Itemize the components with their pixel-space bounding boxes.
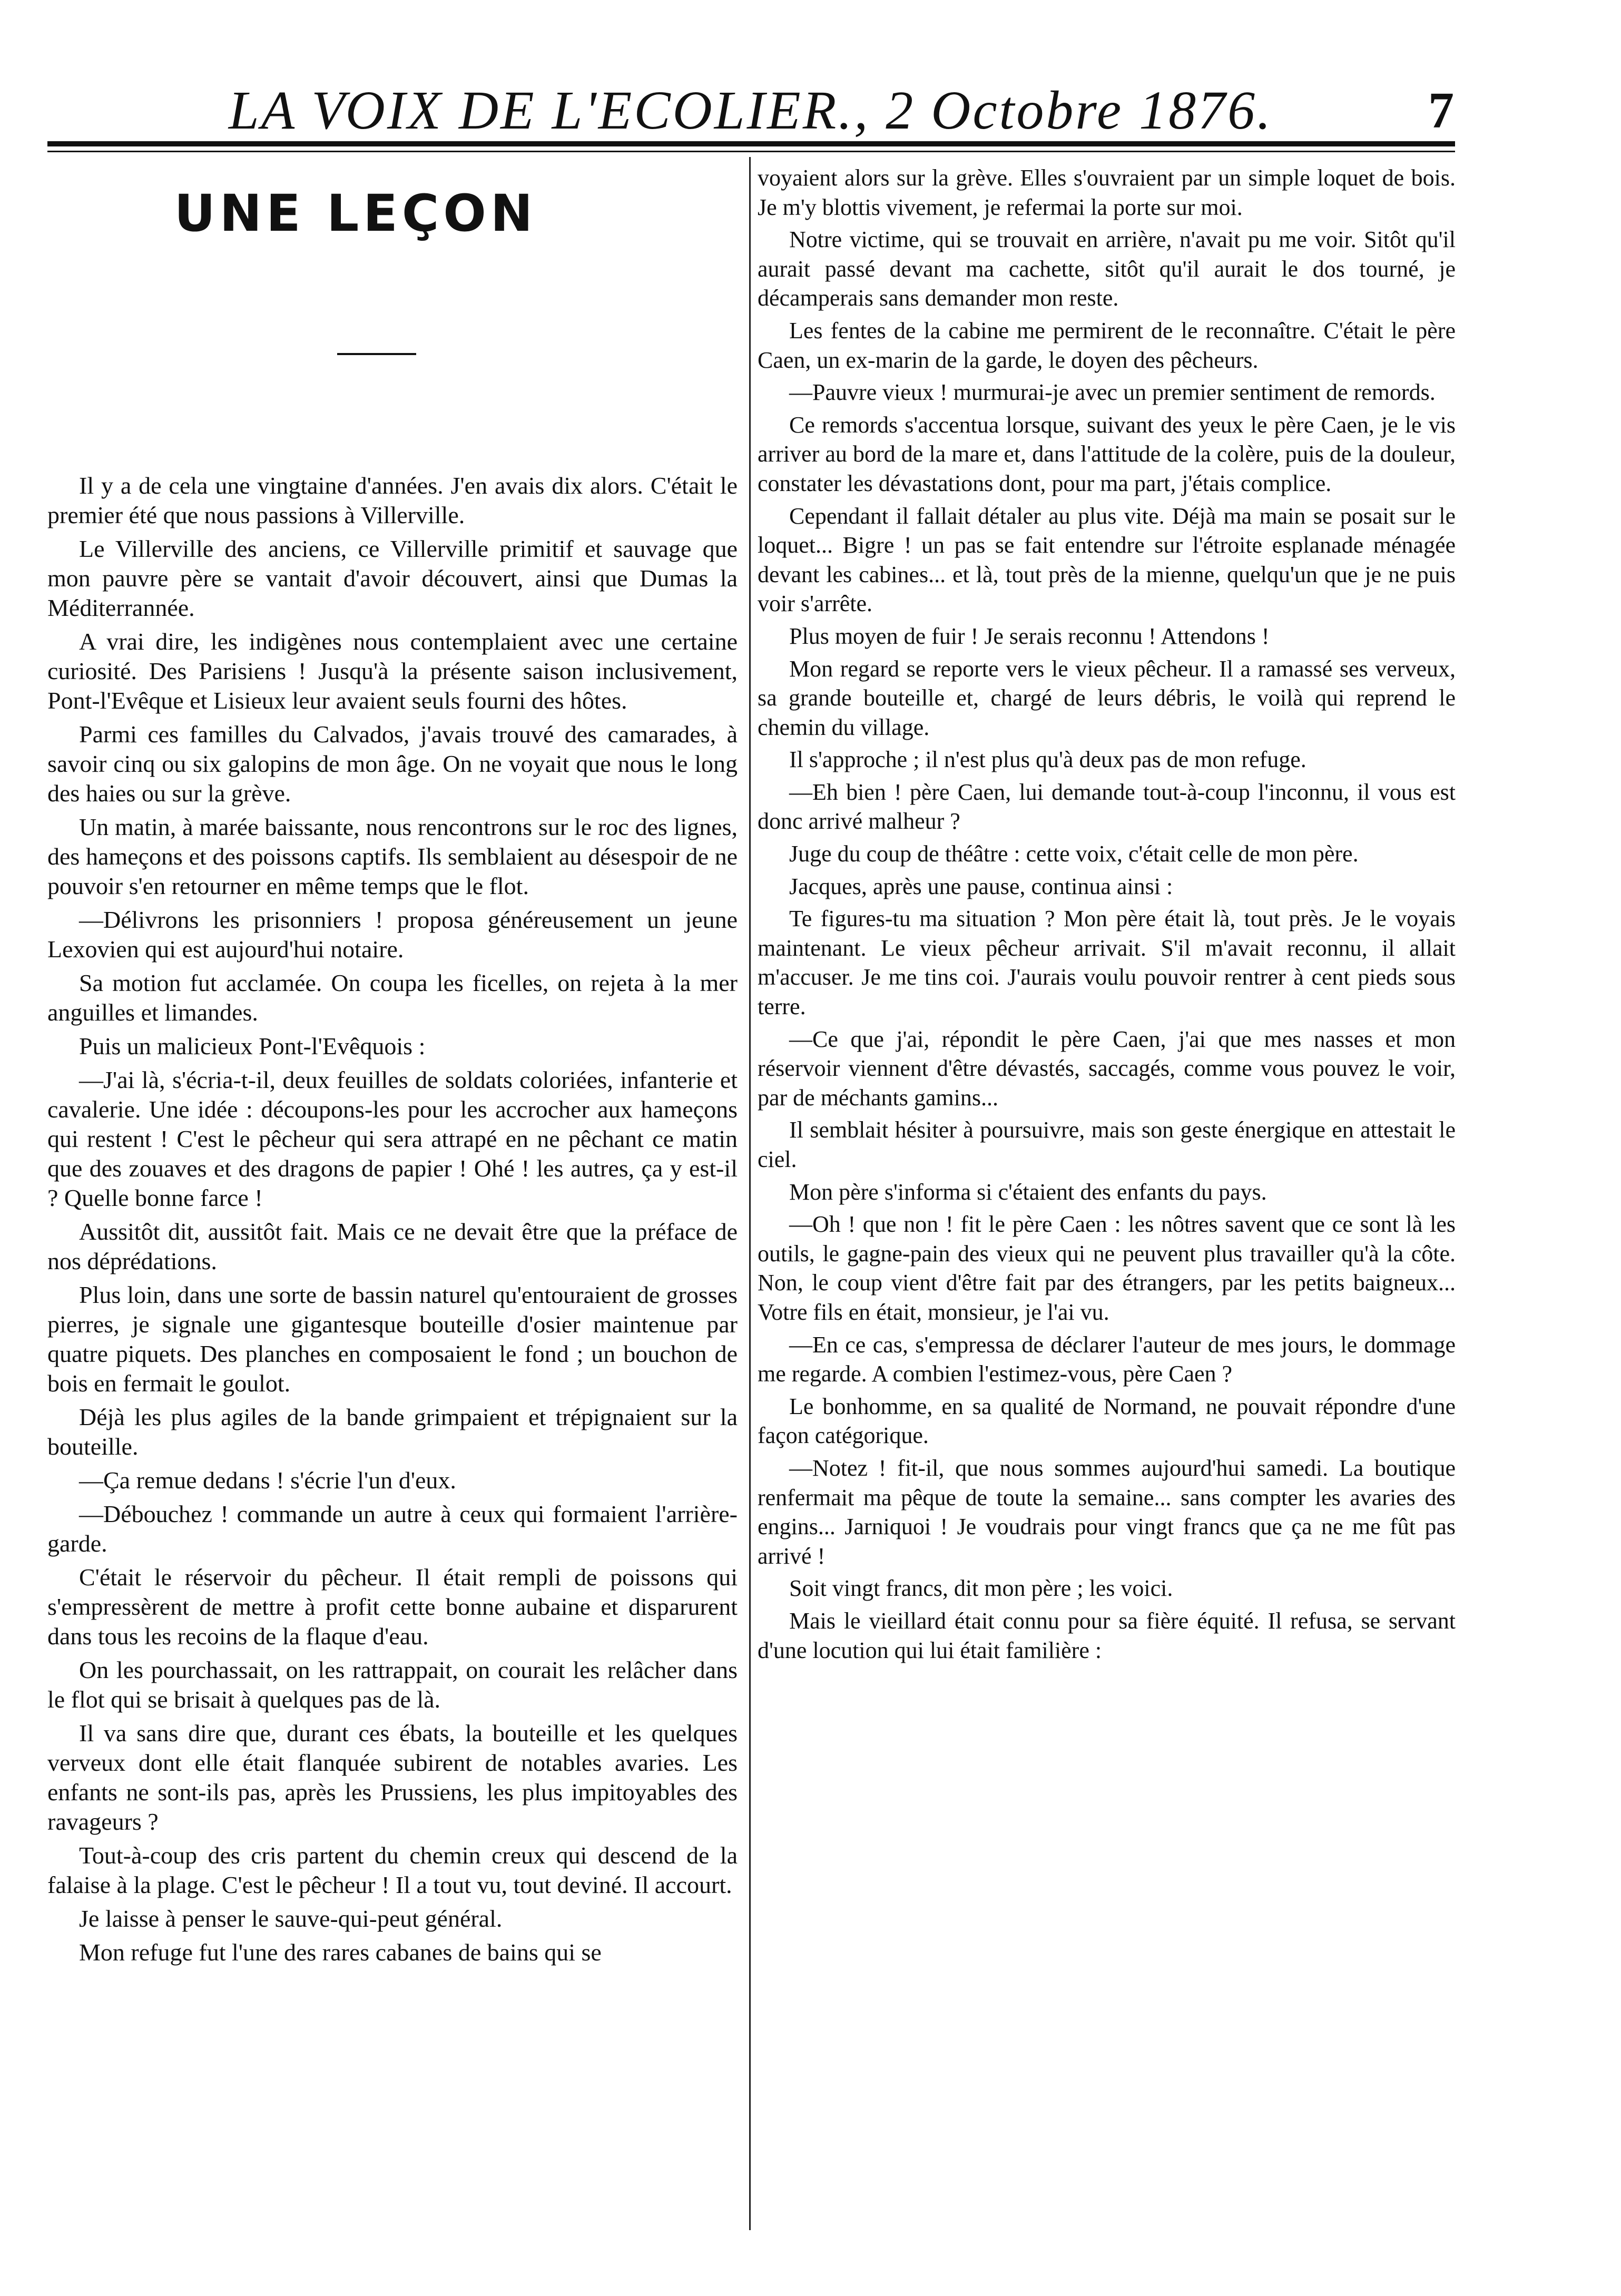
paragraph: —J'ai là, s'écria-t-il, deux feuilles de soldats coloriées, infanterie et cavalerie. Une idée : découpons-les pour les accrocher aux hameçons qui restent ! C'est le pêcheur qui sera attrapé en ne pêchant ce matin que des zouaves et des dragons de papier ! Ohé ! les autres, ça y est-il ? Quelle bonne farce !	[47, 1066, 738, 1211]
paragraph: —Ce que j'ai, répondit le père Caen, j'ai que mes nasses et mon réservoir viennent d'être dévastés, saccagés, comme vous pouvez le voir, par de méchants gamins...	[758, 1026, 1456, 1111]
paragraph: —Ça remue dedans ! s'écrie l'un d'eux.	[79, 1467, 456, 1494]
paragraph: Il s'approche ; il n'est plus qu'à deux pas de mon refuge.	[789, 747, 1306, 773]
paragraph: Notre victime, qui se trouvait en arrière, n'avait pu me voir. Sitôt qu'il aurait passé devant ma cachette, sitôt qu'il aurait le dos tourné, je décamperais sans demander mon reste.	[758, 227, 1456, 311]
paragraph: Soit vingt francs, dit mon père ; les voici.	[789, 1575, 1173, 1602]
paragraph: Il semblait hésiter à poursuivre, mais son geste énergique en attestait le ciel.	[758, 1117, 1456, 1172]
paragraph: Mon père s'informa si c'étaient des enfants du pays.	[789, 1179, 1267, 1205]
paragraph: Puis un malicieux Pont-l'Evêquois :	[79, 1033, 426, 1059]
paragraph: Plus loin, dans une sorte de bassin naturel qu'entouraient de grosses pierres, je signale une gigantesque bouteille d'osier maintenue par quatre piquets. Des planches en composaient le fond ; un bouchon de bois en fermait le goulot.	[47, 1281, 738, 1397]
right-column	[758, 163, 1456, 1668]
paragraph: —Pauvre vieux ! murmurai-je avec un premier sentiment de remords.	[789, 379, 1436, 406]
paragraph: Jacques, après une pause, continua ainsi :	[789, 873, 1173, 899]
paragraph: Déjà les plus agiles de la bande grimpaient et trépignaient sur la bouteille.	[47, 1404, 738, 1460]
page-number: 7	[1428, 82, 1454, 139]
column-divider	[749, 157, 751, 2230]
masthead: LA VOIX DE L'ECOLIER., 2 Octobre 1876.	[228, 80, 1273, 141]
paragraph: —Eh bien ! père Caen, lui demande tout-à-coup l'inconnu, il vous est donc arrivé malheur ?	[758, 779, 1456, 835]
paragraph: Les fentes de la cabine me permirent de le reconnaître. C'était le père Caen, un ex-marin de la garde, le doyen des pêcheurs.	[758, 317, 1456, 373]
left-column	[47, 163, 738, 1971]
paragraph: Parmi ces familles du Calvados, j'avais trouvé des camarades, à savoir cinq ou six galopins de mon âge. On ne voyait que nous le long des haies ou sur la grève.	[47, 721, 738, 807]
paragraph-continued: voyaient alors sur la grève. Elles s'ouvraient par un simple loquet de bois. Je m'y blottis vivement, je refermai la porte sur moi.	[758, 165, 1456, 220]
paragraph: —Débouchez ! commande un autre à ceux qui formaient l'arrière-garde.	[47, 1500, 738, 1557]
paragraph: Te figures-tu ma situation ? Mon père était là, tout près. Je le voyais maintenant. Le vieux pêcheur arrivait. S'il m'avait reconnu, il allait m'accuser. Je me tins coi. J'aurais voulu pouvoir rentrer à cent pieds sous terre.	[758, 906, 1456, 1020]
paragraph: Aussitôt dit, aussitôt fait. Mais ce ne devait être que la préface de nos déprédations.	[47, 1218, 738, 1274]
paragraph: Mais le vieillard était connu pour sa fière équité. Il refusa, se servant d'une locution qui lui était familière :	[758, 1607, 1456, 1663]
title-rule	[337, 353, 416, 355]
paragraph: Il y a de cela une vingtaine d'années. J'en avais dix alors. C'était le premier été que nous passions à Villerville.	[47, 472, 738, 528]
paragraph: Un matin, à marée baissante, nous rencontrons sur le roc des lignes, des hameçons et des poissons captifs. Ils semblaient au désespoir de ne pouvoir s'en retourner en même temps que le flot.	[47, 813, 738, 899]
paragraph: A vrai dire, les indigènes nous contemplaient avec une certaine curiosité. Des Parisiens ! Jusqu'à la présente saison inclusivement, Pont-l'Evêque et Lisieux leur avaient seuls fourni des hôtes.	[47, 628, 738, 714]
header-rule-thick	[47, 141, 1455, 146]
paragraph: Mon refuge fut l'une des rares cabanes de bains qui se	[79, 1939, 602, 1966]
paragraph: Sa motion fut acclamée. On coupa les ficelles, on rejeta à la mer anguilles et limandes.	[47, 969, 738, 1026]
paragraph: Ce remords s'accentua lorsque, suivant des yeux le père Caen, je le vis arriver au bord de la mare et, dans l'attitude de la colère, puis de la douleur, constater les dévastations dont, pour ma part, j'étais complice.	[758, 411, 1456, 496]
paragraph: —En ce cas, s'empressa de déclarer l'auteur de mes jours, le dommage me regarde. A combien l'estimez-vous, père Caen ?	[758, 1331, 1456, 1387]
header-rule-thin	[47, 151, 1455, 152]
paragraph: C'était le réservoir du pêcheur. Il était rempli de poissons qui s'empressèrent de mettre à profit cette bonne aubaine et disparurent dans tous les recoins de la flaque d'eau.	[47, 1564, 738, 1650]
paragraph: Tout-à-coup des cris partent du chemin creux qui descend de la falaise à la plage. C'est le pêcheur ! Il a tout vu, tout deviné. Il accourt.	[47, 1842, 738, 1898]
paragraph: On les pourchassait, on les rattrappait, on courait les relâcher dans le flot qui se brisait à quelques pas de là.	[47, 1656, 738, 1713]
paragraph: Cependant il fallait détaler au plus vite. Déjà ma main se posait sur le loquet... Bigre ! un pas se fait entendre sur l'étroite esplanade ménagée devant les cabines... et là, tout près de la mienne, quelqu'un que je ne puis voir s'arrête.	[758, 503, 1456, 617]
paragraph: Plus moyen de fuir ! Je serais reconnu ! Attendons !	[789, 623, 1270, 649]
paragraph: Mon regard se reporte vers le vieux pêcheur. Il a ramassé ses verveux, sa grande bouteille et, chargé de leurs débris, le voilà qui reprend le chemin du village.	[758, 655, 1456, 740]
paragraph: Juge du coup de théâtre : cette voix, c'était celle de mon père.	[789, 841, 1359, 867]
paragraph: —Oh ! que non ! fit le père Caen : les nôtres savent que ce sont là les outils, le gagne-pain des vieux qui ne peuvent plus travailler qu'à la côte. Non, le coup vient d'être fait par des étrangers, par les petits baigneux... Votre fils en était, monsieur, je l'ai vu.	[758, 1211, 1456, 1325]
paragraph: Le bonhomme, en sa qualité de Normand, ne pouvait répondre d'une façon catégorique.	[758, 1393, 1456, 1449]
paragraph: —Délivrons les prisonniers ! proposa généreusement un jeune Lexovien qui est aujourd'hui notaire.	[47, 906, 738, 963]
paragraph: Il va sans dire que, durant ces ébats, la bouteille et les quelques verveux dont elle était flanquée subirent de notables avaries. Les enfants ne sont-ils pas, après les Prussiens, les plus impitoyables des ravageurs ?	[47, 1720, 738, 1835]
article-title: UNE LEÇON	[174, 184, 537, 243]
paragraph: Je laisse à penser le sauve-qui-peut général.	[79, 1905, 503, 1932]
paragraph: Le Villerville des anciens, ce Villerville primitif et sauvage que mon pauvre père se vantait d'avoir découvert, ainsi que Dumas la Méditerrannée.	[47, 535, 738, 621]
paragraph: —Notez ! fit-il, que nous sommes aujourd'hui samedi. La boutique renfermait ma pêque de toute la semaine... sans compter les avaries des engins... Jarniquoi ! Je voudrais pour vingt francs que ça ne me fût pas arrivé !	[758, 1455, 1456, 1569]
